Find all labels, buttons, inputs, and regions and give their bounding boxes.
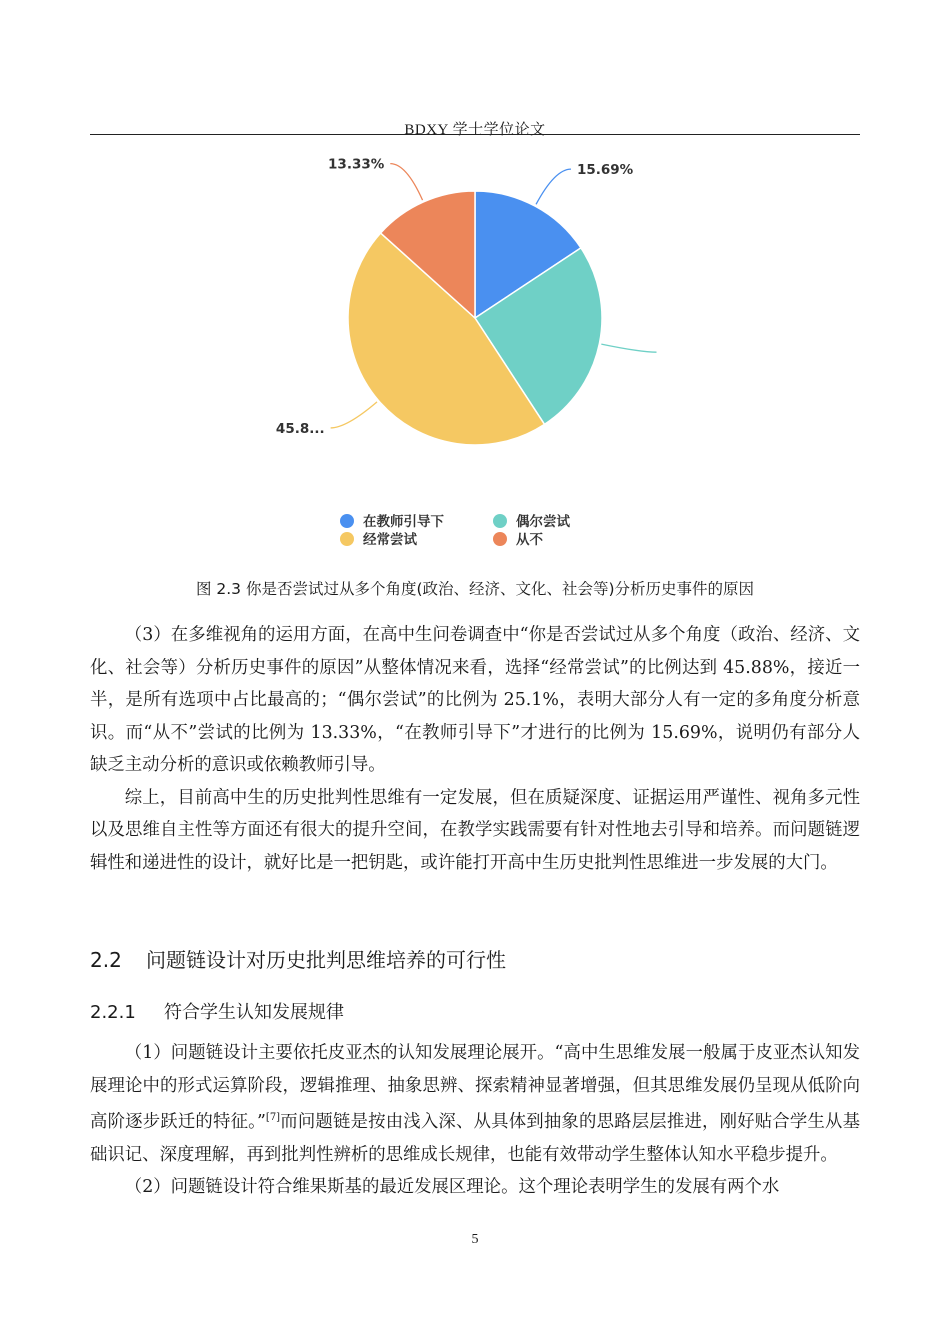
paragraph-piaget-text: （1）问题链设计主要依托皮亚杰的认知发展理论展开。“高中生思维发展一般属于皮亚杰认知发展理论中的形式运算阶段，逻辑推理、抽象思辨、探索精神显著增强，但其思维发展仍呈现从低阶向高阶逐步跃迁的特征。” [90, 1043, 860, 1132]
subsection-title: 符合学生认知发展规律 [164, 1002, 344, 1023]
legend-marker-often [340, 532, 354, 546]
data-label-teacher-guided: 15.69% [576, 162, 634, 179]
data-label-never: 13.33% [328, 156, 385, 173]
section-heading [90, 944, 506, 973]
section-title: 问题链设计对历史批判思维培养的可行性 [146, 948, 506, 972]
paragraph-piaget [90, 1037, 860, 1171]
citation-ref: [7] [265, 1112, 281, 1123]
body-text-upper [90, 619, 860, 879]
header-rule [90, 134, 860, 135]
legend-label-often: 经常尝试 [363, 532, 417, 548]
paragraph-piaget-text-cont: 而问题链是按由浅入深、从具体到抽象的思路层层推进，刚好贴合学生从基础识记、深度理解，再到批判性辨析的思维成长规律，也能有效带动学生整体认知水平稳步提升。 [90, 1112, 860, 1165]
leader-line-occasionally [601, 344, 656, 352]
leader-line-teacher-guided [536, 169, 571, 204]
legend-label-teacher-guided: 在教师引导下 [363, 514, 444, 530]
legend-marker-never [493, 532, 507, 546]
subsection-heading [90, 998, 344, 1024]
body-text-lower [90, 1037, 860, 1204]
legend-marker-occasionally [493, 514, 507, 528]
section-number: 2.2 [90, 948, 122, 972]
subsection-number: 2.2.1 [90, 1002, 136, 1023]
legend-label-occasionally: 偶尔尝试 [516, 514, 570, 530]
running-header: BDXY 学士学位论文 [404, 122, 546, 138]
leader-line-often [331, 402, 377, 428]
paragraph-vygotsky: （2）问题链设计符合维果斯基的最近发展区理论。这个理论表明学生的发展有两个水 [124, 1177, 780, 1197]
leader-line-never [390, 164, 422, 201]
page-number: 5 [471, 1232, 479, 1247]
legend-marker-teacher-guided [340, 514, 354, 528]
data-label-often: 45.8... [275, 420, 325, 437]
paragraph-multi-perspective: （3）在多维视角的运用方面，在高中生问卷调查中“你是否尝试过从多个角度（政治、经济、文化、社会等）分析历史事件的原因”从整体情况来看，选择“经常尝试”的比例达到 45.88%，接近一半，是所有选项中占比最高的；“偶尔尝试”的比例为 25.1%，表明大部分人有一定的多角度分析意识。而“从不”尝试的比例为 13.33%，“在教师引导下”才进行的比例为 15.69%，说明仍有部分人缺乏主动分析的意识或依赖教师引导。 [90, 625, 860, 775]
paragraph-summary: 综上，目前高中生的历史批判性思维有一定发展，但在质疑深度、证据运用严谨性、视角多元性以及思维自主性等方面还有很大的提升空间，在教学实践需要有针对性地去引导和培养。而问题链逻辑性和递进性的设计，就好比是一把钥匙，或许能打开高中生历史批判性思维进一步发展的大门。 [90, 787, 860, 873]
pie-chart [0, 140, 950, 570]
legend-label-never: 从不 [516, 532, 543, 548]
figure-caption: 图 2.3 你是否尝试过从多个角度(政治、经济、文化、社会等)分析历史事件的原因 [195, 580, 755, 598]
